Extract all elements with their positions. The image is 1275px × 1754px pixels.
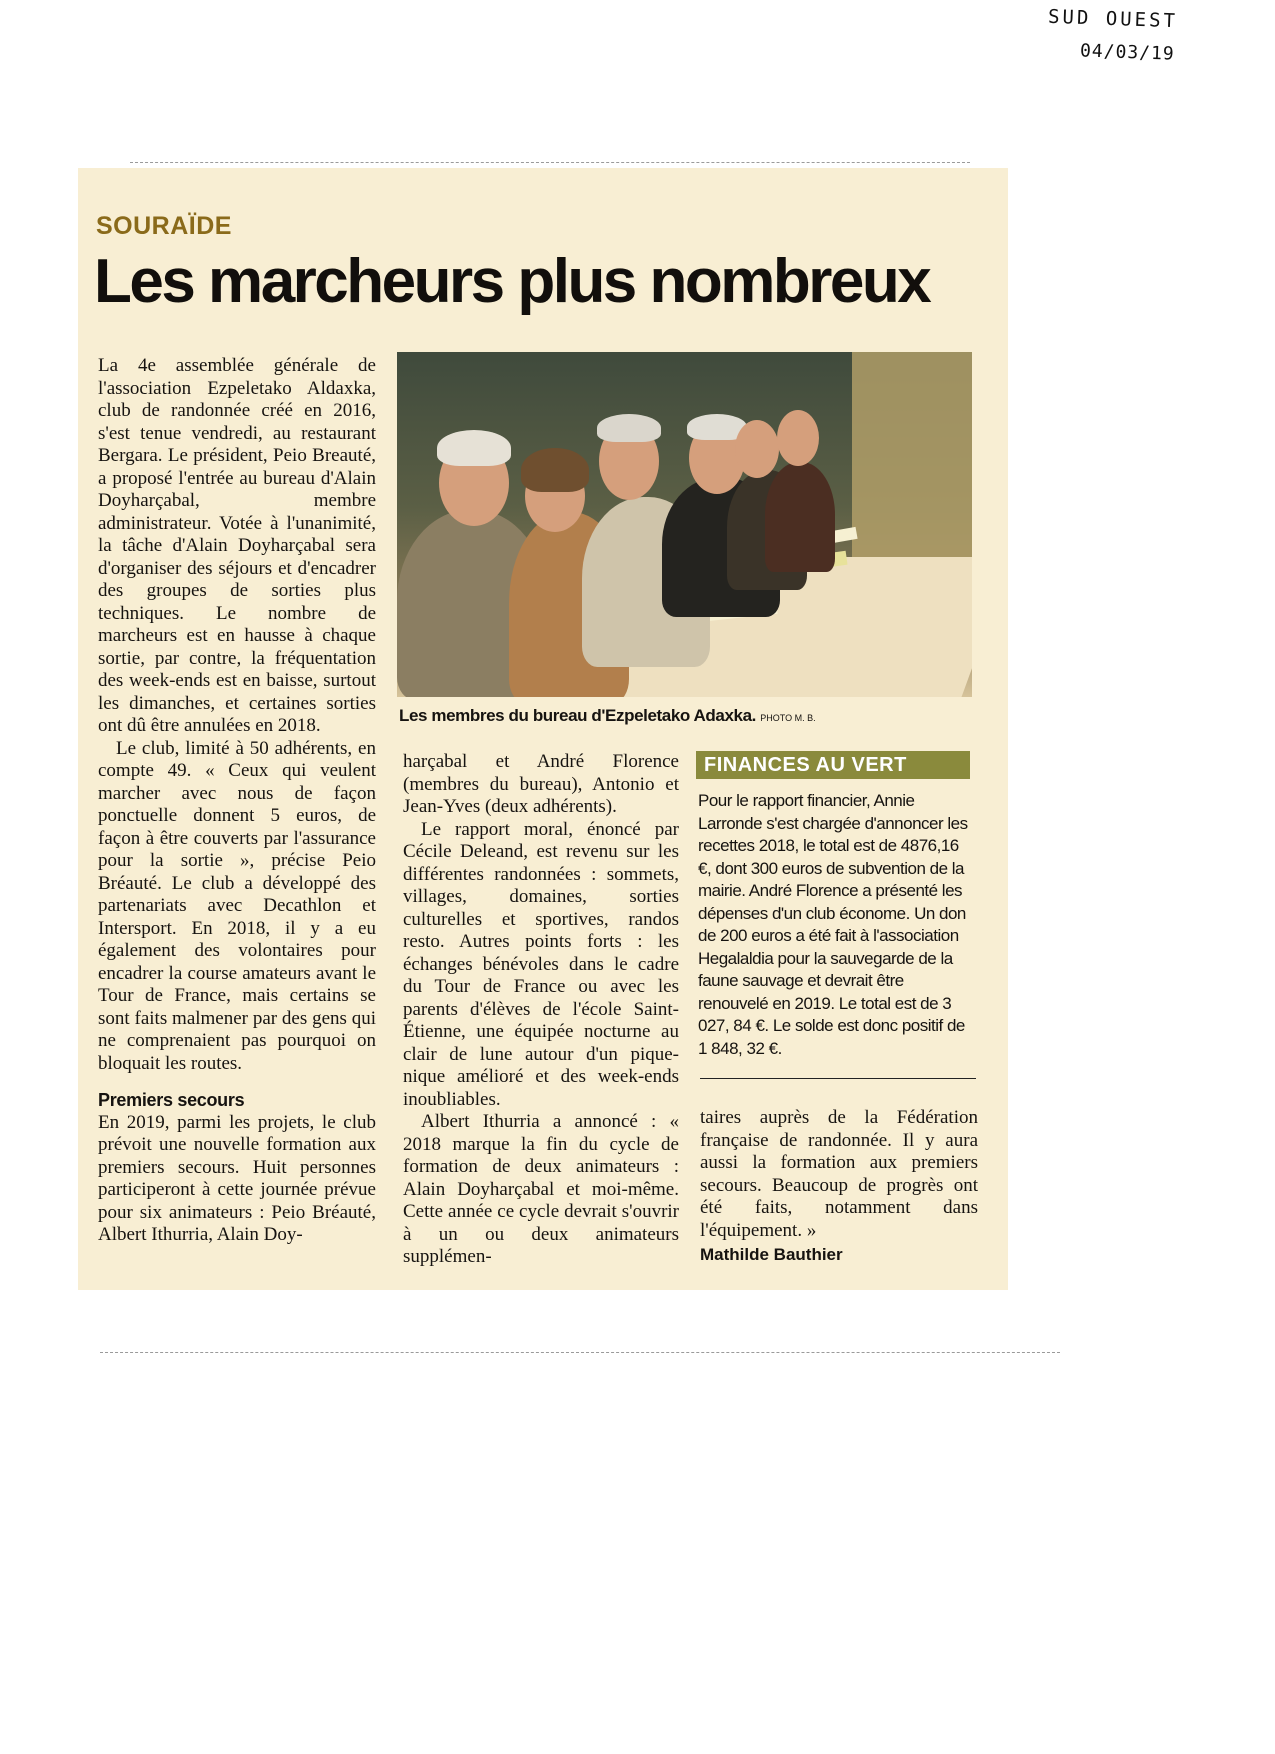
photo-person-head	[777, 410, 819, 466]
article-paragraph: Albert Ithurria a annoncé : « 2018 marque la fin du cycle de formation de deux animateurs : Alain Doyharçabal et moi-même. Cette année ce cycle devrait s'ouvrir à un ou deux animateurs supplémen-	[403, 1111, 679, 1267]
clipping-edge-bottom	[100, 1352, 1060, 1353]
article-paragraph: harçabal et André Florence (membres du bureau), Antonio et Jean-Yves (deux adhérents).	[403, 751, 679, 817]
section-label: SOURAÏDE	[96, 212, 232, 240]
sidebar-heading: FINANCES AU VERT	[696, 751, 970, 779]
photo-caption	[399, 706, 816, 726]
article-lead-paragraph: La 4e assemblée générale de l'association Ezpeletako Aldaxka, club de randonnée créé en 2016, s'est tenue vendredi, au restaurant Bergara. Le président, Peio Breauté, a proposé l'entrée au bureau d'Alain Doyharçabal, membre administrateur. Votée à l'unanimité, la tâche d'Alain Doyharçabal sera d'organiser des séjours et d'encadrer des groupes de sorties plus techniques. Le nombre de marcheurs est en hausse à chaque sortie, par contre, la fréquentation des week-ends est en baisse, surtout les dimanches, et certaines sorties ont dû être annulées en 2018.	[98, 355, 376, 736]
article-paragraph: Le rapport moral, énoncé par Cécile Deleand, est revenu sur les différentes randonnées : sommets, villages, domaines, sorties culturelles et sportives, randos resto. Autres points forts : les échanges bénévoles dans le cadre du Tour de France ou avec les parents d'élèves de l'école Saint-Étienne, une équipée nocturne au clair de lune autour d'un pique-nique amélioré et des week-ends inoubliables.	[403, 818, 679, 1110]
article-subhead: Premiers secours	[98, 1090, 245, 1110]
photo-person-head	[735, 420, 779, 478]
photo-person-hair	[521, 448, 589, 492]
handwritten-source-note: SUD OUEST	[1047, 5, 1179, 33]
photo-person-hair	[597, 414, 661, 442]
article-paragraph: taires auprès de la Fédération française de randonnée. Il y aura aussi la formation aux premiers secours. Beaucoup de progrès ont été faits, notamment dans l'équipement. »	[700, 1107, 978, 1241]
article-author: Mathilde Bauthier	[700, 1245, 843, 1264]
article-photo	[397, 352, 972, 697]
article-headline: Les marcheurs plus nombreux	[94, 247, 930, 316]
article-column-3	[700, 1107, 978, 1267]
photo-credit: PHOTO M. B.	[760, 713, 816, 723]
photo-caption-text: Les membres du bureau d'Ezpeletako Adaxka.	[399, 706, 756, 725]
sidebar-divider	[700, 1078, 976, 1079]
article-column-2	[403, 751, 679, 1269]
photo-window-light	[852, 352, 972, 562]
photo-person	[765, 462, 835, 572]
sidebar-text: Pour le rapport financier, Annie Larronde s'est chargée d'annoncer les recettes 2018, le total est de 4876,16 €, dont 300 euros de subvention de la mairie. André Florence a présenté les dépenses d'un club économe. Un don de 200 euros a été fait à l'association Hegalaldia pour la sauvegarde de la faune sauvage et devrait être renouvelé en 2019. Le total est de 3 027, 84 €. Le solde est donc positif de 1 848, 32 €.	[698, 791, 968, 1058]
article-column-1	[98, 355, 376, 1247]
photo-person-hair	[437, 430, 511, 466]
article-paragraph: En 2019, parmi les projets, le club prévoit une nouvelle formation aux premiers secours. Huit personnes participeront à cette journée prévue pour six animateurs : Peio Bréauté, Albert Ithurria, Alain Doy-	[98, 1111, 376, 1245]
article-paragraph: Le club, limité à 50 adhérents, en compte 49. « Ceux qui veulent marcher avec nous de façon ponctuelle donnent 5 euros, de façon à être couverts par l'assurance pour la sortie », précise Peio Bréauté. Le club a développé des partenariats avec Decathlon et Intersport. En 2018, il y a eu également des volontaires pour encadrer la course amateurs avant le Tour de France, mais certains se sont faits malmener par des gens qui ne comprenaient pas pourquoi on bloquait les routes.	[98, 737, 376, 1074]
handwritten-date-note: 04/03/19	[1079, 40, 1176, 65]
clipping-edge-top	[130, 162, 970, 163]
